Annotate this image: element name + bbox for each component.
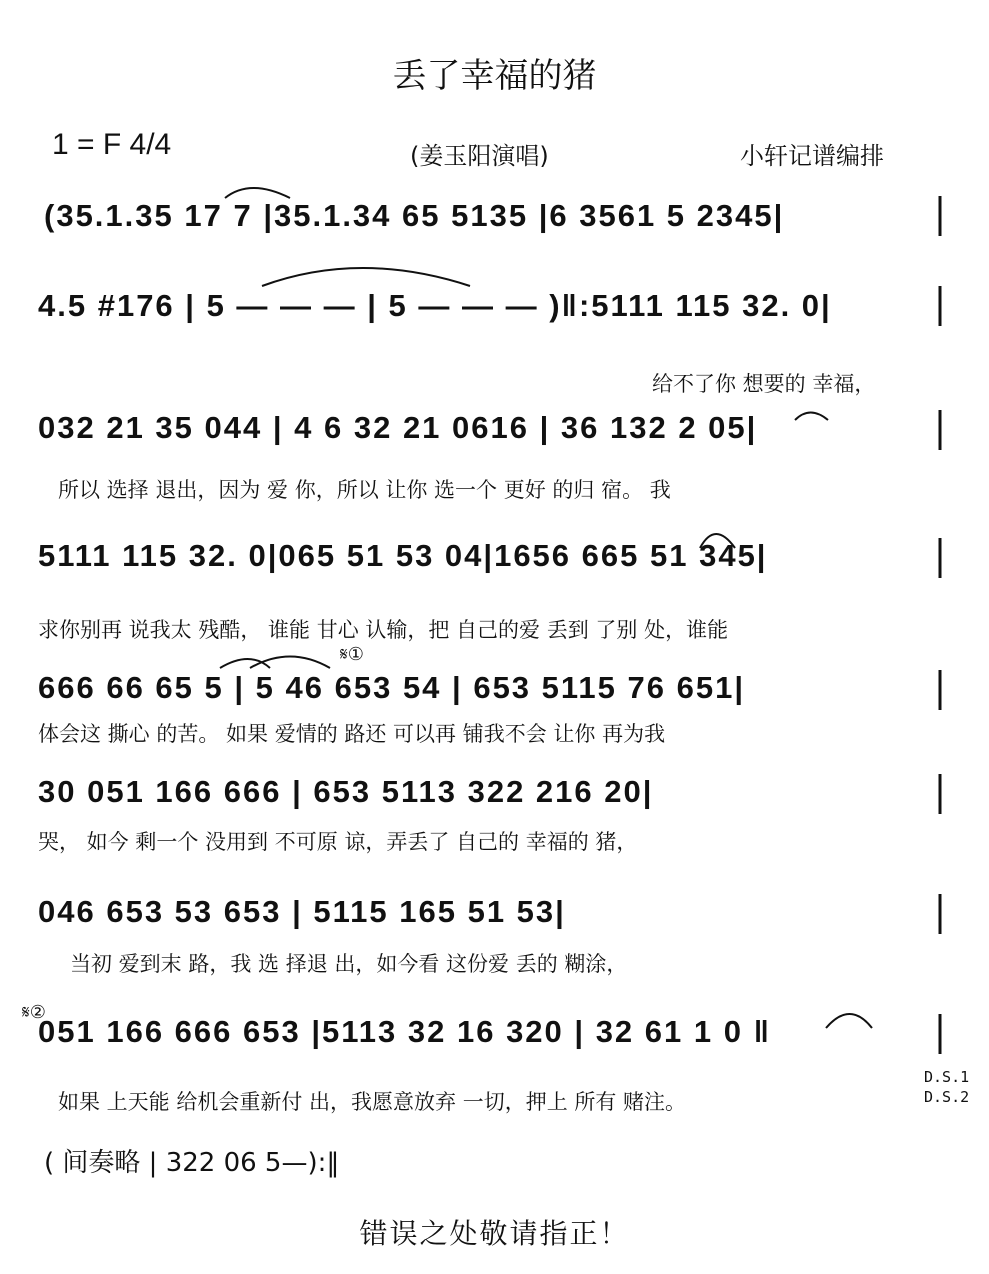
key-signature: 1 = F 4/4 xyxy=(52,128,172,161)
lyric-line-7: 当初 爱到末 路，我 选 择退 出，如今看 这份爱 丢的 糊涂， xyxy=(70,952,628,976)
lyric-line-4: 求你别再 说我太 残酷， 谁能 甘心 认输，把 自己的爱 丢到 了别 处，谁能 xyxy=(38,618,729,642)
lyric-line-8: 如果 上天能 给机会重新付 出，我愿意放弃 一切，押上 所有 赌注。 xyxy=(58,1090,687,1114)
score-line-4: 5111 115 32. 0|065 51 53 04|1656 665 51 345| xyxy=(38,538,768,573)
arranger-credit: 小轩记谱编排 xyxy=(740,142,884,170)
interlude-line: ( 间奏略 | 322 06 5—):‖ xyxy=(44,1148,340,1178)
score-line-2: 4.5 #176 | 5 — — — | 5 — — — )‖:5111 115 32. 0| xyxy=(38,288,832,323)
singer-credit: (姜玉阳演唱) xyxy=(410,142,549,170)
lyric-line-3: 所以 选择 退出，因为 爱 你，所以 让你 选一个 更好 的归 宿。 我 xyxy=(58,478,671,502)
song-title: 丢了幸福的猪 xyxy=(392,56,597,96)
score-line-5: 666 66 65 5 | 5 46 653 54 | 653 5115 76 651| xyxy=(38,670,746,705)
lyric-line-2: 给不了你 想要的 幸福， xyxy=(652,372,876,396)
segno-2: 𝄋② xyxy=(22,1002,46,1023)
score-line-6: 30 051 166 666 | 653 5113 322 216 20| xyxy=(38,774,654,809)
lyric-line-5: 体会这 撕心 的苦。 如果 爱情的 路还 可以再 铺我不会 让你 再为我 xyxy=(38,722,666,746)
score-line-8: 051 166 666 653 |5113 32 16 320 | 32 61 1 0 ‖ xyxy=(38,1014,772,1049)
score-line-7: 046 653 53 653 | 5115 165 51 53| xyxy=(38,894,566,929)
score-line-3: 032 21 35 044 | 4 6 32 21 0616 | 36 132 2 05| xyxy=(38,410,758,445)
segno-1: 𝄋① xyxy=(340,644,364,665)
footer-note: 错误之处敬请指正！ xyxy=(359,1217,630,1250)
ds-mark-2: D.S.2 xyxy=(924,1088,970,1106)
ds-mark-1: D.S.1 xyxy=(924,1068,970,1086)
lyric-line-6: 哭， 如今 剩一个 没用到 不可原 谅，弄丢了 自己的 幸福的 猪， xyxy=(38,830,638,854)
score-line-1: (35.1.35 17 7 |35.1.34 65 5135 |6 3561 5 2345| xyxy=(44,198,785,233)
